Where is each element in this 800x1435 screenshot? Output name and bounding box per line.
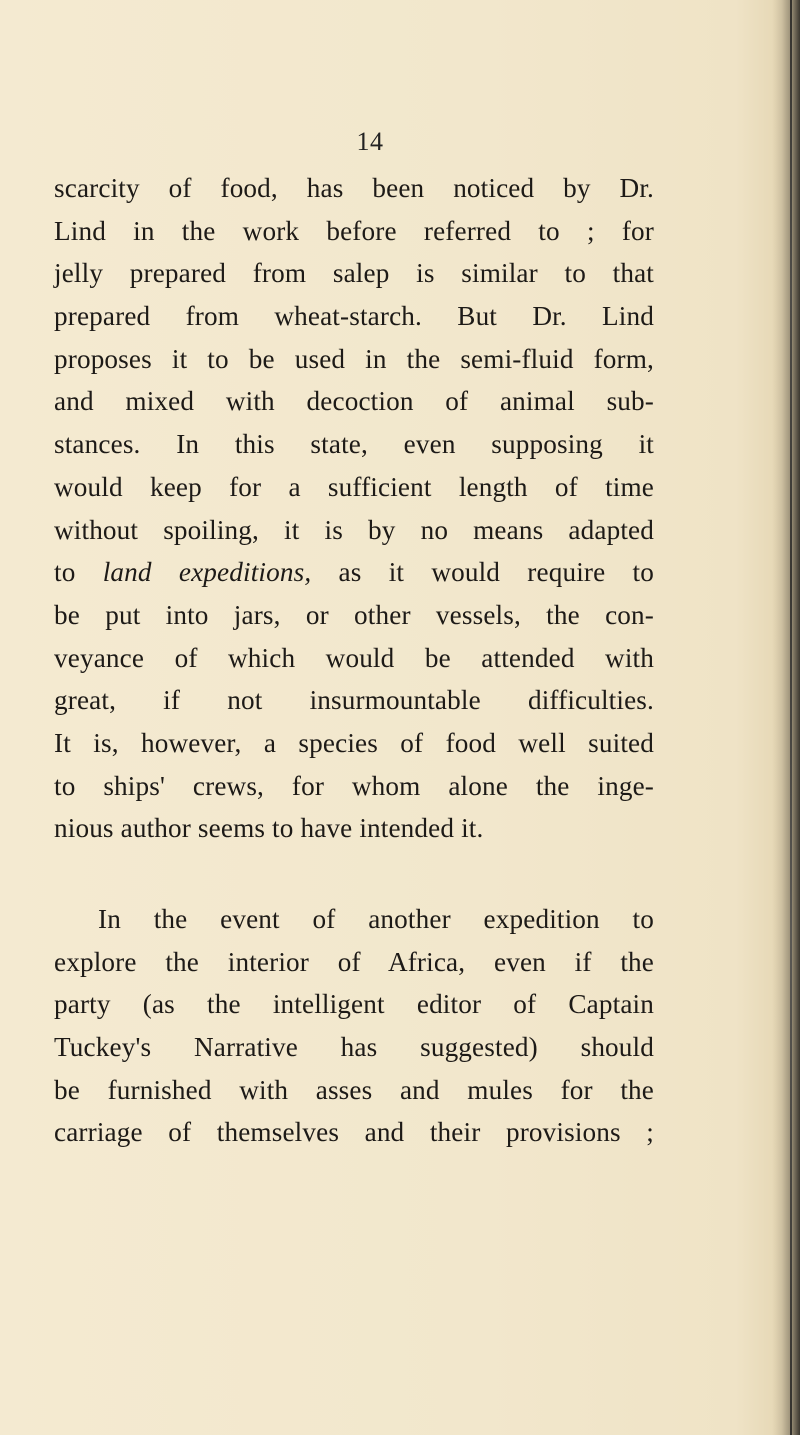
text-segment: as it would require to (311, 557, 654, 588)
text-line: proposes it to be used in the semi-fluid form, (54, 343, 654, 374)
text-line: jelly prepared from salep is similar to that (54, 258, 654, 289)
text-line: nious author seems to have intended it. (54, 813, 484, 844)
text-line: without spoiling, it is by no means adapted (54, 514, 654, 545)
text-line: scarcity of food, has been noticed by Dr. (54, 173, 654, 203)
text-line: prepared from wheat-starch. But Dr. Lind (54, 301, 654, 332)
page-edge-shadow (772, 0, 800, 1435)
text-line: stances. In this state, even supposing it (54, 429, 654, 460)
text-line (54, 551, 654, 594)
text-line: It is, however, a species of food well suited (54, 727, 654, 758)
text-line: great, if not insurmountable difficulties. (54, 685, 654, 716)
text-line: to ships' crews, for whom alone the inge- (54, 770, 654, 801)
text-line: be put into jars, or other vessels, the con- (54, 599, 654, 630)
text-line: In the event of another expedition to (98, 904, 654, 934)
text-line: veyance of which would be attended with (54, 642, 654, 673)
text-line: Lind in the work before referred to ; for (54, 215, 654, 246)
text-line: be furnished with asses and mules for the (54, 1074, 654, 1105)
text-line: Tuckey's Narrative has suggested) should (54, 1032, 654, 1063)
text-line: and mixed with decoction of animal sub- (54, 386, 654, 417)
text-segment: to (54, 557, 103, 588)
paragraph-1 (54, 167, 654, 850)
text-line: explore the interior of Africa, even if the (54, 946, 654, 977)
text-line: party (as the intelligent editor of Captain (54, 989, 654, 1020)
page-edge-line (790, 0, 792, 1435)
text-line: carriage of themselves and their provisions ; (54, 1117, 654, 1148)
text-line: would keep for a sufficient length of time (54, 471, 654, 502)
page-number: 14 (356, 127, 384, 156)
italic-phrase: land expeditions, (102, 557, 312, 588)
paragraph-2 (54, 898, 654, 1154)
